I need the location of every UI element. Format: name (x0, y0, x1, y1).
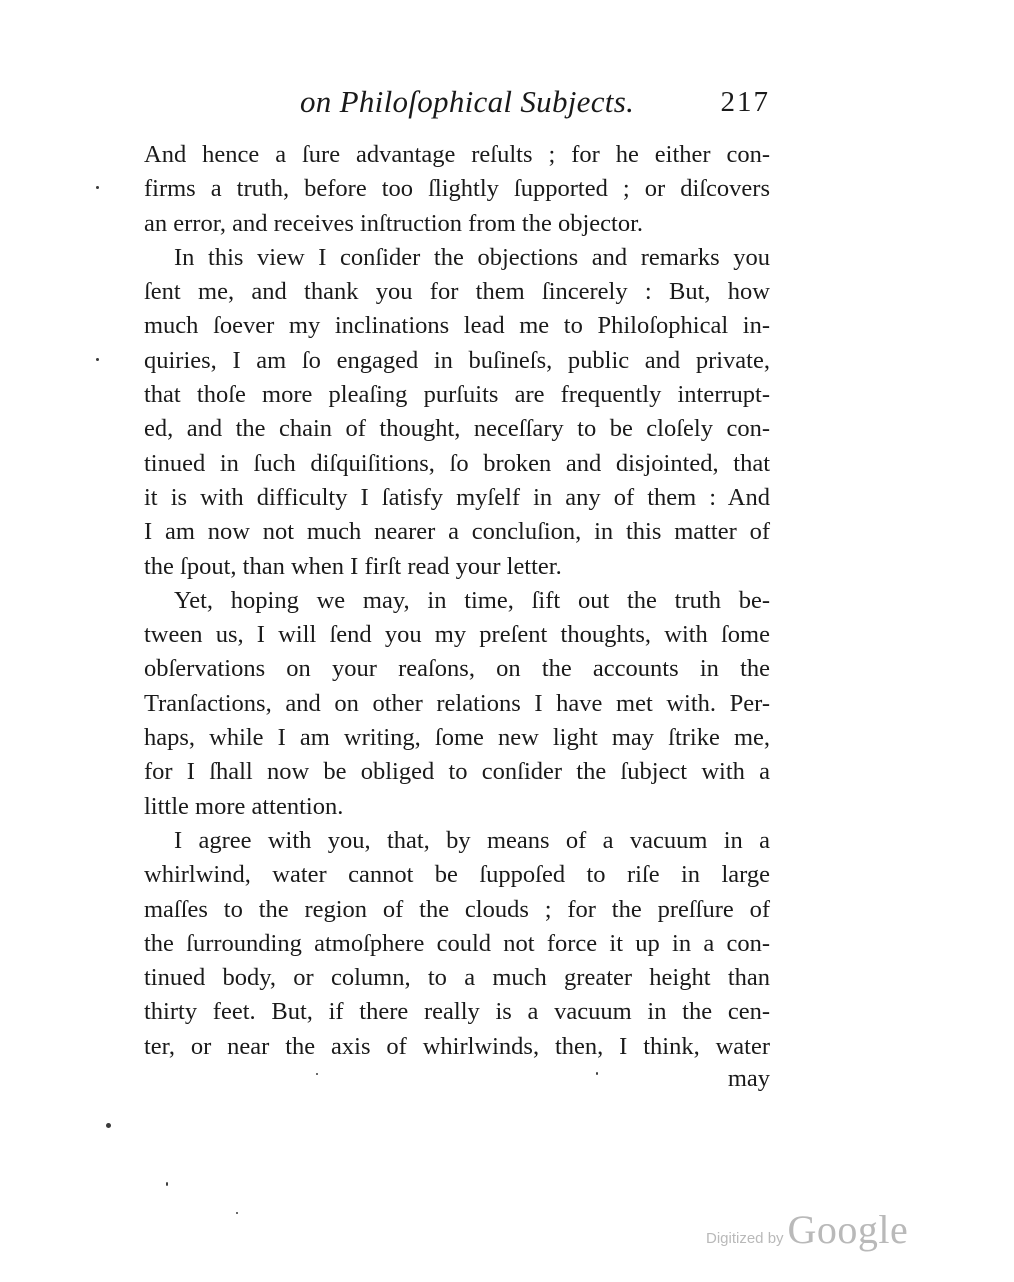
text-line: ter, or near the axis of whirlwinds, then, I think, water (144, 1032, 770, 1060)
watermark-brand: Google (787, 1207, 909, 1252)
running-title: on Philoſophical Subjects. (300, 84, 635, 119)
scan-speck (106, 1123, 111, 1128)
text-line: the ſurrounding atmoſphere could not force it up in a con- (144, 929, 770, 957)
catchword: may (727, 1065, 770, 1092)
text-line: obſervations on your reaſons, on the accounts in the (144, 655, 770, 683)
text-line: an error, and receives inſtruction from the objector. (144, 209, 644, 237)
scan-speck (316, 1073, 318, 1075)
text-line: haps, while I am writing, ſome new light may ſtrike me, (144, 724, 770, 752)
text-line: Yet, hoping we may, in time, ſift out the truth be- (174, 586, 770, 614)
text-line: maſſes to the region of the clouds ; for the preſſure of (144, 895, 770, 923)
text-line: I agree with you, that, by means of a vacuum in a (174, 826, 770, 854)
page-number: 217 (720, 86, 770, 118)
text-line: it is with difficulty I ſatisfy myſelf in any of them : And (144, 483, 770, 511)
text-line: that thoſe more pleaſing purſuits are frequently interrupt- (144, 381, 770, 409)
paragraph (144, 584, 770, 824)
text-line: And hence a ſure advantage reſults ; for he either con- (144, 141, 770, 168)
text-line: little more attention. (144, 792, 344, 820)
watermark-prefix: Digitized by (706, 1230, 784, 1247)
scan-speck (596, 1072, 598, 1075)
text-line: I am now not much nearer a concluſion, in this matter of (144, 518, 770, 546)
text-line: the ſpout, than when I firſt read your letter. (144, 552, 562, 580)
running-head (144, 84, 770, 128)
scan-speck (96, 358, 99, 361)
text-line: ſent me, and thank you for them ſincerely : But, how (144, 278, 770, 306)
scan-speck (236, 1212, 238, 1214)
paragraph (144, 241, 770, 584)
text-line: tinued body, or column, to a much greater height than (144, 964, 770, 992)
text-line: In this view I conſider the objections and remarks you (174, 243, 770, 271)
text-line: quiries, I am ſo engaged in buſineſs, public and private, (144, 346, 770, 374)
scan-speck (96, 186, 99, 189)
text-line: ed, and the chain of thought, neceſſary to be cloſely con- (144, 415, 770, 443)
scan-speck (166, 1182, 168, 1186)
digitized-watermark (706, 1206, 908, 1256)
paragraph (144, 824, 770, 1064)
paragraph (144, 138, 770, 241)
text-line: whirlwind, water cannot be ſuppoſed to riſe in large (144, 861, 770, 889)
text-line: for I ſhall now be obliged to conſider the ſubject with a (144, 758, 770, 786)
text-line: tinued in ſuch diſquiſitions, ſo broken and disjointed, that (144, 449, 770, 477)
text-line: much ſoever my inclinations lead me to Philoſophical in- (144, 312, 770, 340)
text-line: Tranſactions, and on other relations I have met with. Per- (144, 689, 770, 717)
text-line: tween us, I will ſend you my preſent thoughts, with ſome (144, 621, 770, 649)
text-line: firms a truth, before too ſlightly ſupported ; or diſcovers (144, 175, 770, 203)
text-line: thirty feet. But, if there really is a vacuum in the cen- (144, 998, 770, 1026)
body-text (144, 138, 770, 1064)
